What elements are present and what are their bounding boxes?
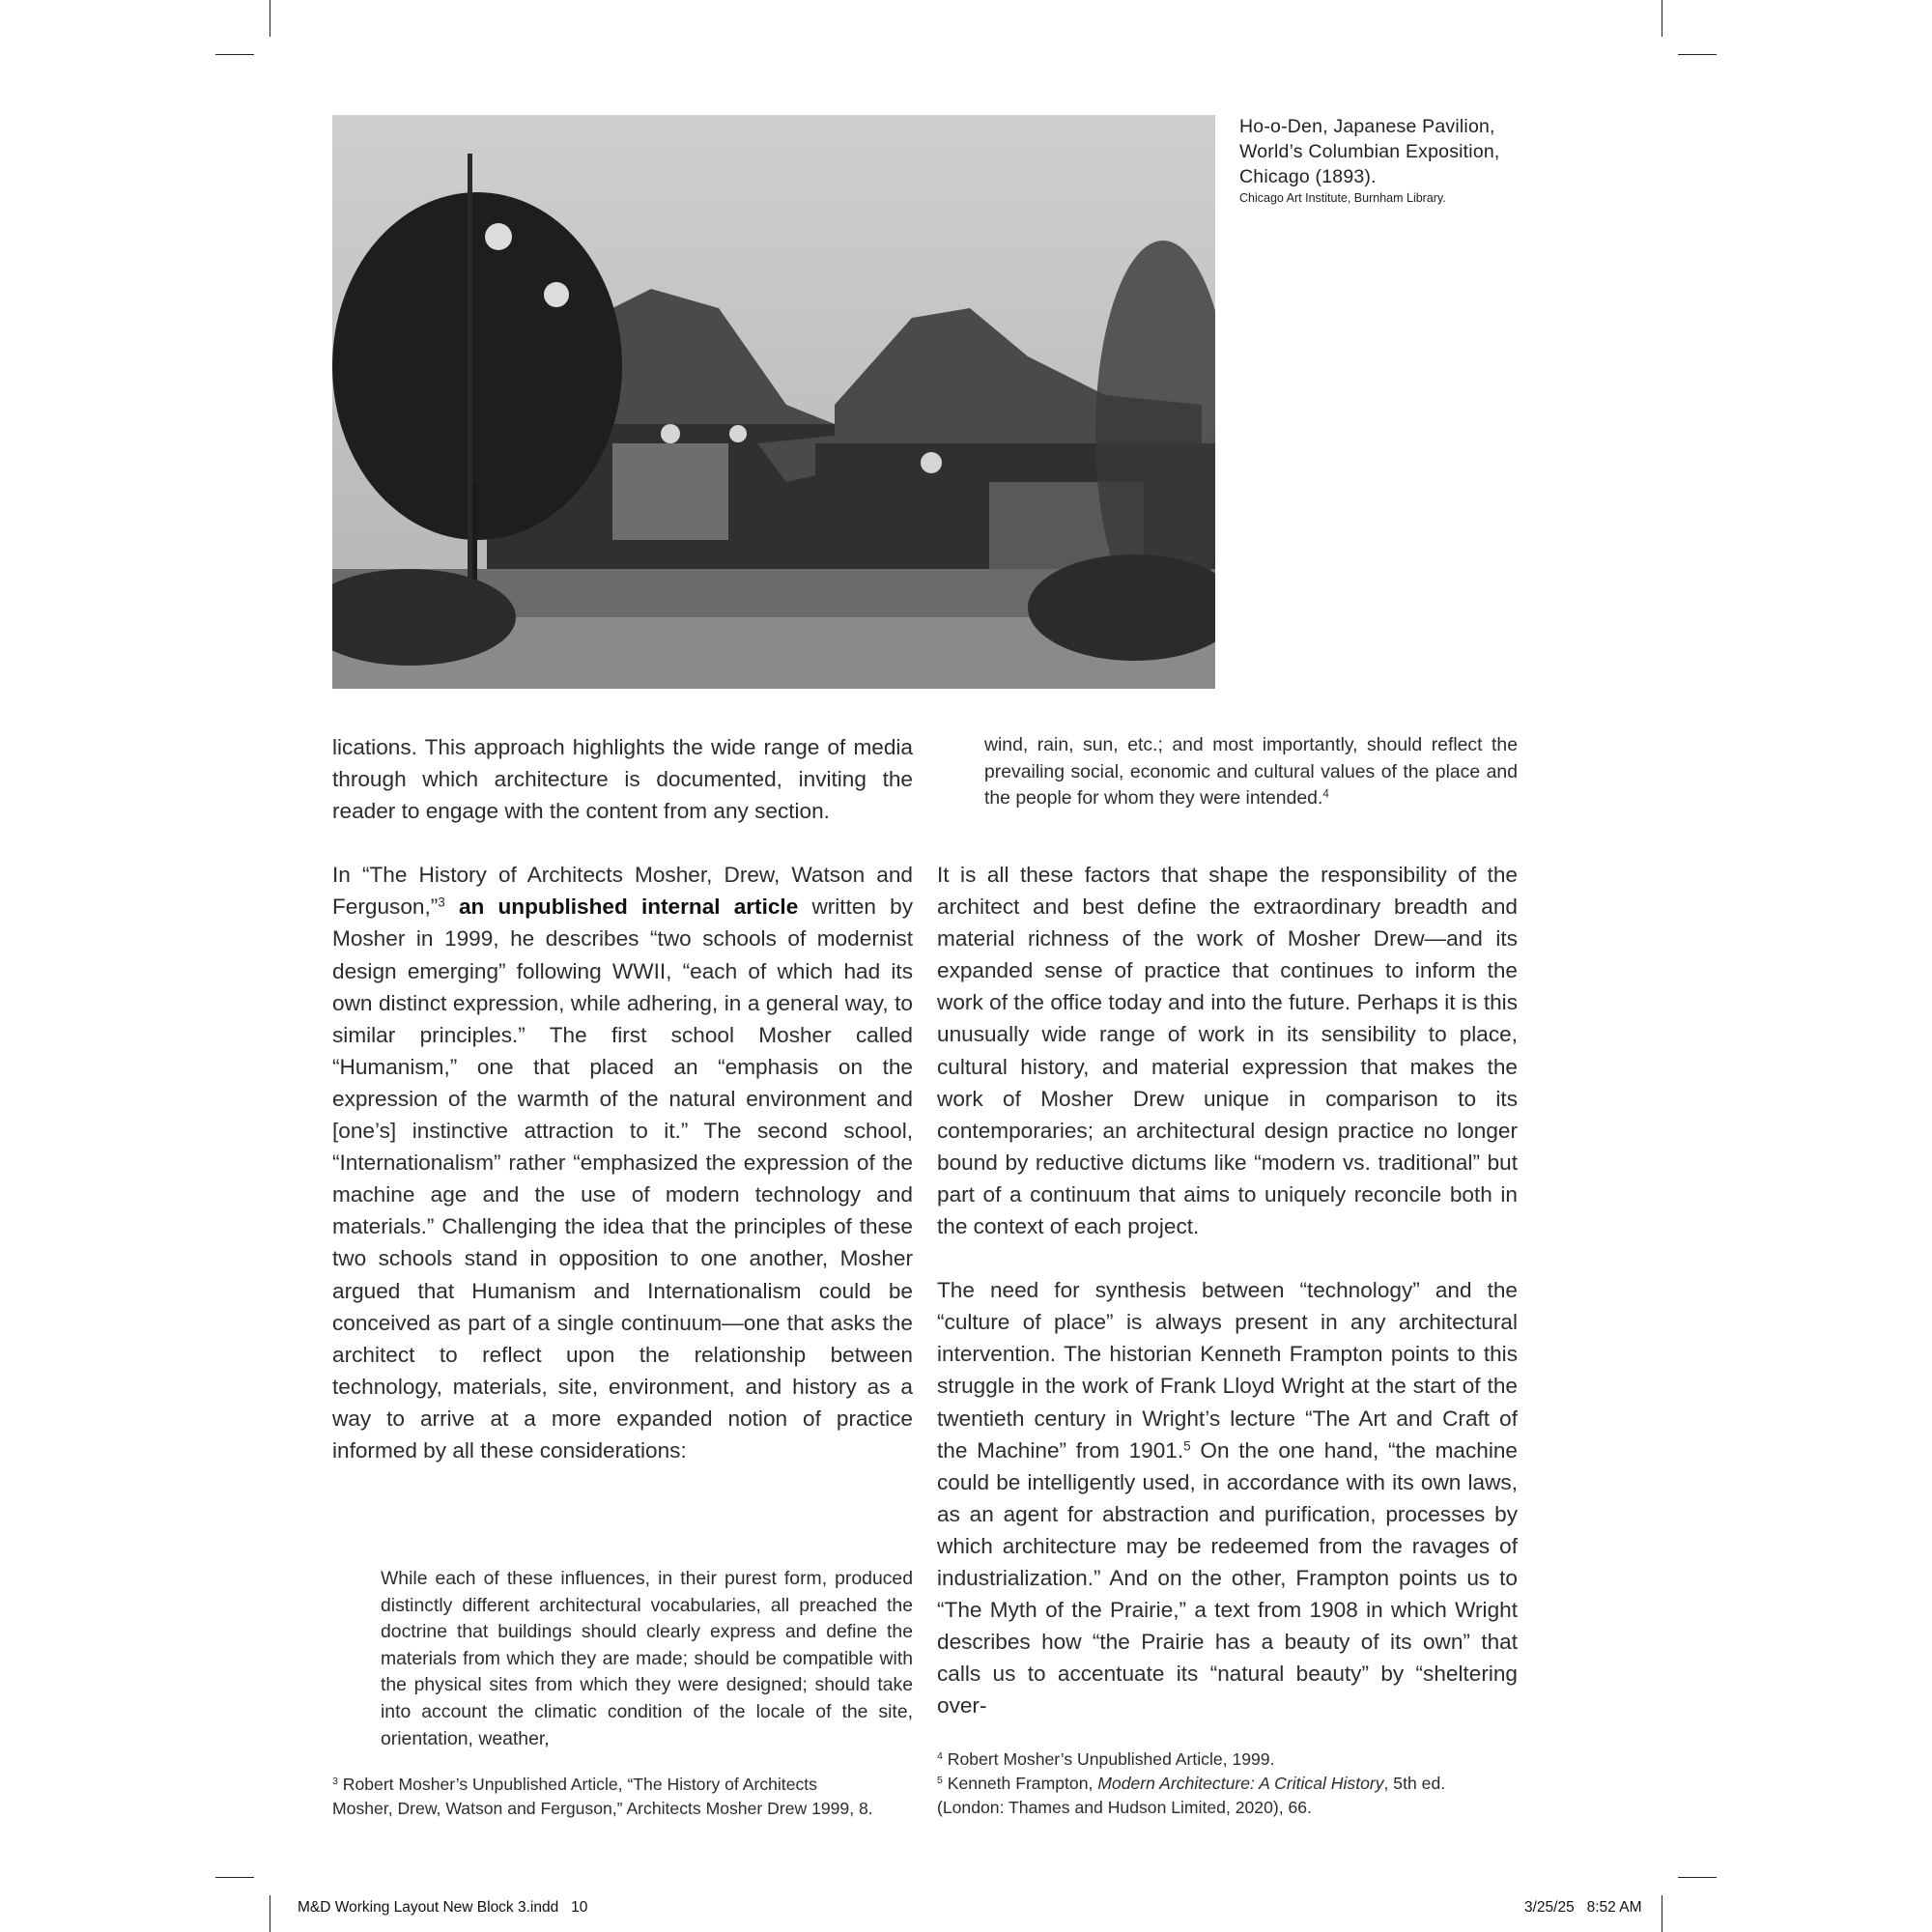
lantern: [661, 424, 680, 443]
quote-text: wind, rain, sun, etc.; and most importantly, should reflect the prevailing social, economic and cultural values of the place and the people for whom they were intended.: [984, 734, 1518, 810]
footnote-book-title: Modern Architecture: A Critical History: [1097, 1774, 1384, 1793]
footnote-4: [937, 1747, 1536, 1772]
caption-credit: Chicago Art Institute, Burnham Library.: [1239, 191, 1446, 205]
caption-title-line-3: Chicago (1893).: [1239, 166, 1377, 187]
pavilion-photo-drawing: [332, 115, 1215, 689]
crop-mark-top-right-horizontal: [1678, 54, 1717, 55]
lamp-post: [468, 154, 472, 637]
paragraph-text: The need for synthesis between “technology” and the “culture of place” is always present in any architectural intervention. The historian Kenneth Frampton points to this struggle in the work of Frank Lloyd Wright at the start of the twentieth century in Wright’s lecture “The Art and Craft of the Machine” from 1901.: [937, 1278, 1518, 1463]
footnote-number: 3: [332, 1776, 338, 1788]
footnote-number: 5: [937, 1775, 943, 1787]
footnote-ref: 5: [1183, 1438, 1191, 1454]
paragraph: It is all these factors that shape the responsibility of the architect and best define the extraordinary breadth and material richness of the work of Mosher Drew—and its expanded sense of practice that continues to inform the work of the office today and into the future. Perhaps it is this unusually wide range of work in its sensibility to place, cultural history, and material expression that makes the work of Mosher Drew unique in comparison to its contemporaries; an architectural design practice no longer bound by reductive dictums like “modern vs. traditional” but part of a continuum that aims to uniquely reconcile both in the context of each project.: [937, 863, 1518, 1239]
right-column: [937, 859, 1518, 1721]
block-quote: While each of these influences, in their purest form, produced distinctly different architectural vocabularies, all preached the doctrine that buildings should clearly express and define the materials from which they are made; should be compatible with the physical sites from which they were designed; should take into account the climatic condition of the locale of the site, orientation, weather,: [381, 1568, 913, 1749]
slug-file-name: M&D Working Layout New Block 3.indd 10: [298, 1899, 588, 1916]
block-quote-continued: [984, 732, 1518, 812]
left-screen: [612, 443, 728, 540]
footnote-ref: 3: [438, 895, 445, 910]
footnote-line: Mosher, Drew, Watson and Ferguson,” Architects Mosher Drew 1999, 8.: [332, 1799, 873, 1818]
pavilion-photo: [332, 115, 1215, 689]
left-column: [332, 731, 913, 1466]
paragraph: lications. This approach highlights the wide range of media through which architecture is documented, inviting the reader to engage with the content from any section.: [332, 735, 913, 824]
footnote-text: Kenneth Frampton,: [947, 1774, 1094, 1793]
paragraph-text: written by Mosher in 1999, he describes “two schools of modernist design emerging” following WWII, “each of which had its own distinct expression, while adhering, in a general way, to similar principles.” The first school Mosher called “Humanism,” one that placed an “emphasis on the expression of the warmth of the natural environment and [one’s] instinctive attraction to it.” The second school, “Internationalism” rather “emphasized the expression of the machine age and the use of modern technology and materials.” Challenging the idea that the principles of these two schools stand in opposition to one another, Mosher argued that Humanism and Internationalism could be conceived as part of a single continuum—one that asks the architect to reflect upon the relationship between technology, materials, site, environment, and history as a way to arrive at a more expanded notion of practice informed by all these considerations:: [332, 895, 914, 1463]
lantern: [729, 425, 747, 442]
paragraph: [937, 1274, 1518, 1721]
footnote-line: (London: Thames and Hudson Limited, 2020), 66.: [937, 1798, 1312, 1817]
slug-date: 3/25/25 8:52 AM: [1524, 1899, 1642, 1916]
lantern: [544, 282, 569, 307]
footnote-text: , 5th ed.: [1383, 1774, 1446, 1793]
footnote-text: Robert Mosher’s Unpublished Article, 1999.: [947, 1749, 1275, 1769]
caption-title-line-1: Ho-o-Den, Japanese Pavilion,: [1239, 116, 1495, 137]
footnote-number: 4: [937, 1750, 943, 1763]
lantern: [921, 452, 942, 473]
crop-mark-bottom-right-horizontal: [1678, 1877, 1717, 1878]
footnote-line: [332, 1773, 931, 1797]
paragraph: [332, 859, 913, 1466]
paragraph-text: On the one hand, “the machine could be intelligently used, in accordance with its own laws, as an agent for abstraction and purification, processes by which architecture may be redeemed from the ravages of industrialization.” And on the other, Frampton points us to “The Myth of the Prairie,” a text from 1908 in which Wright describes how “the Prairie has a beauty of its own” that calls us to accentuate its “natural beauty” by “sheltering over-: [937, 1437, 1518, 1719]
bold-phrase: an unpublished internal article: [458, 895, 799, 920]
footnotes-4-5: [937, 1747, 1536, 1820]
lantern: [485, 223, 512, 250]
paragraph-text: In “The History of Architects Mosher, Drew, Watson and Ferguson,”: [332, 863, 913, 920]
footnote-3: [332, 1773, 931, 1821]
crop-mark-bottom-left-horizontal: [215, 1877, 254, 1878]
caption-title-line-2: World’s Columbian Exposition,: [1239, 141, 1500, 162]
crop-mark-top-left-horizontal: [215, 54, 254, 55]
photo-caption: [1239, 114, 1529, 207]
footnote-text: Robert Mosher’s Unpublished Article, “The History of Architects: [342, 1775, 817, 1794]
footnote-5: [937, 1772, 1536, 1796]
footnote-ref: 4: [1322, 787, 1329, 801]
